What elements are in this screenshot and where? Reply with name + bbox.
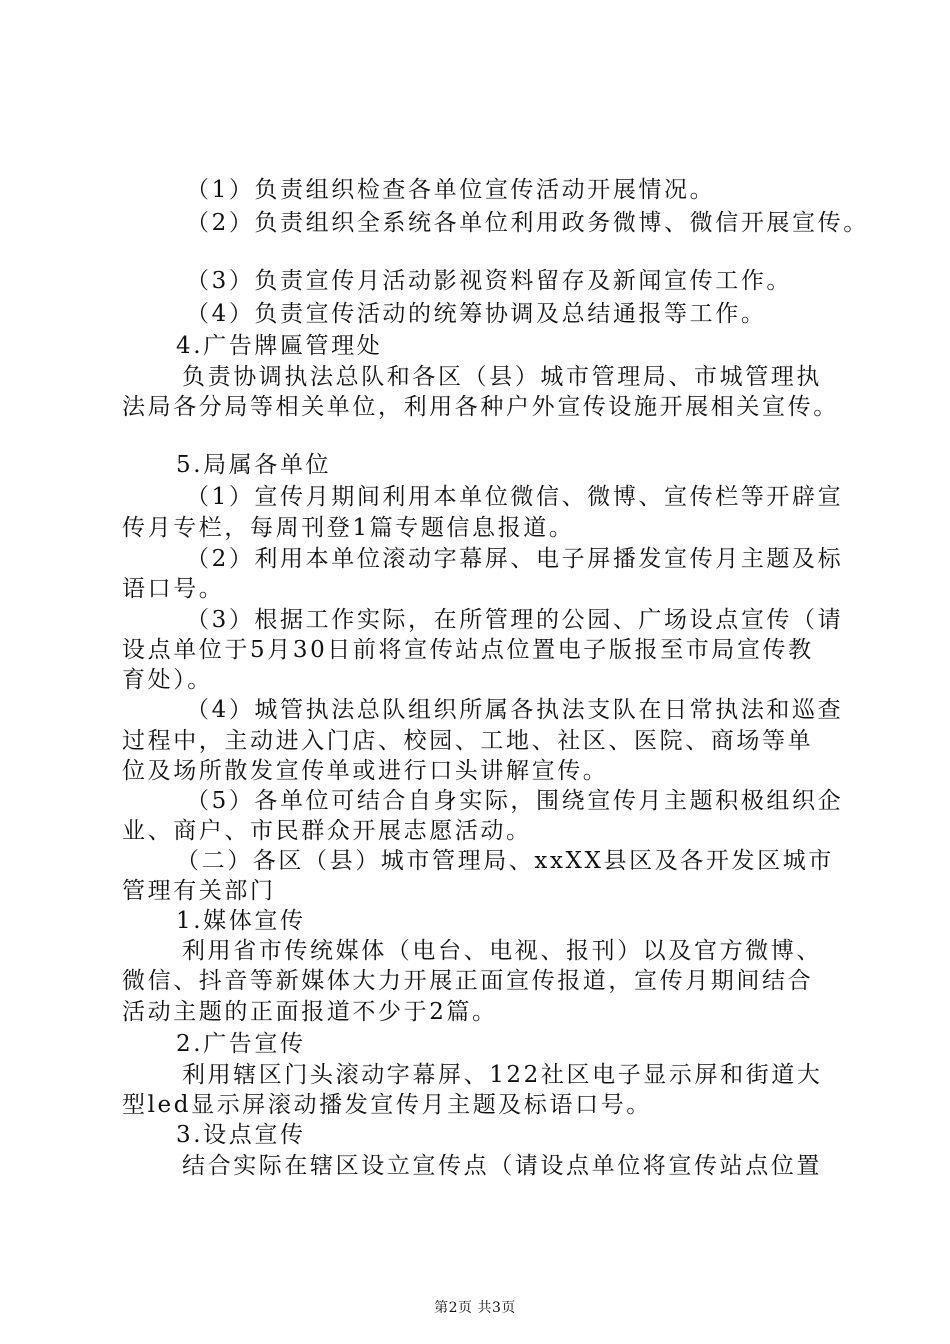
- text-line: 活动主题的正面报道不少于2篇。: [122, 999, 498, 1025]
- section-heading: 4.广告牌匾管理处: [176, 333, 383, 359]
- text-line: 传月专栏，每周刊登1篇专题信息报道。: [122, 515, 575, 541]
- text-line: 型led显示屏滚动播发宣传月主题及标语口号。: [122, 1092, 652, 1118]
- text-line: （1）负责组织检查各单位宣传活动开展情况。: [186, 177, 716, 203]
- text-line: 设点单位于5月30日前将宣传站点位置电子版报至市局宣传教: [122, 637, 814, 663]
- text-line: （5）各单位可结合自身实际，围绕宣传月主题积极组织企: [186, 788, 844, 814]
- text-line: （1）宣传月期间利用本单位微信、微博、宣传栏等开辟宣: [186, 484, 844, 510]
- text-line: 结合实际在辖区设立宣传点（请设点单位将宣传站点位置: [182, 1153, 822, 1179]
- text-line: 法局各分局等相关单位，利用各种户外宣传设施开展相关宣传。: [122, 394, 839, 420]
- text-line: （2）负责组织全系统各单位利用政务微博、微信开展宣传。: [186, 210, 869, 236]
- page-number-footer: 第2页 共3页: [434, 1300, 516, 1316]
- text-line: （4）负责宣传活动的统筹协调及总结通报等工作。: [186, 301, 767, 327]
- text-line: （4）城管执法总队组织所属各执法支队在日常执法和巡查: [186, 697, 844, 723]
- text-line: 利用辖区门头滚动字幕屏、122社区电子显示屏和街道大: [182, 1062, 823, 1088]
- section-heading: 1.媒体宣传: [176, 908, 306, 934]
- text-line: （3）根据工作实际，在所管理的公园、广场设点宣传（请: [186, 607, 844, 633]
- section-heading: 3.设点宣传: [176, 1122, 306, 1148]
- text-line: （3）负责宣传月活动影视资料留存及新闻宣传工作。: [186, 268, 793, 294]
- text-line: 业、商户、市民群众开展志愿活动。: [122, 818, 532, 844]
- text-line: 利用省市传统媒体（电台、电视、报刊）以及官方微博、: [182, 938, 822, 964]
- text-line: （2）利用本单位滚动字幕屏、电子屏播发宣传月主题及标: [186, 546, 844, 572]
- text-line: 管理有关部门: [122, 878, 276, 904]
- text-line: 语口号。: [122, 576, 225, 602]
- text-line: 微信、抖音等新媒体大力开展正面宣传报道，宣传月期间结合: [122, 968, 814, 994]
- text-line: 位及场所散发宣传单或进行口头讲解宣传。: [122, 758, 609, 784]
- text-line: 育处）。: [122, 667, 213, 693]
- section-heading: 2.广告宣传: [176, 1031, 306, 1057]
- text-line: 负责协调执法总队和各区（县）城市管理局、市城管理执: [182, 364, 822, 390]
- section-heading: （二）各区（县）城市管理局、xxXX县区及各开发区城市: [176, 848, 834, 874]
- section-heading: 5.局属各单位: [176, 452, 332, 478]
- text-line: 过程中，主动进入门店、校园、工地、社区、医院、商场等单: [122, 728, 814, 754]
